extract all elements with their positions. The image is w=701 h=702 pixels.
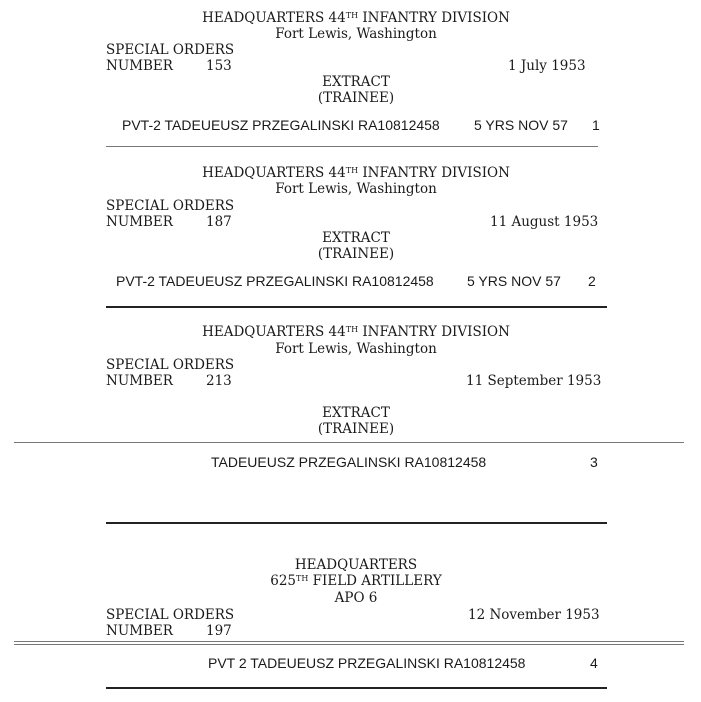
divider-3b <box>106 522 607 524</box>
divider-4b <box>14 644 684 645</box>
divider-4a <box>14 641 684 642</box>
order-1-number: 153 <box>206 58 232 74</box>
order-4-number-label: NUMBER <box>106 623 173 639</box>
order-2-extract: EXTRACT <box>322 230 390 246</box>
order-2-entry-name: PVT-2 TADEUEUSZ PRZEGALINSKI RA10812458 <box>116 273 434 289</box>
order-1-special-orders-label: SPECIAL ORDERS <box>106 42 235 58</box>
order-2-special-orders-label: SPECIAL ORDERS <box>106 198 235 214</box>
order-2-entry-term: 5 YRS NOV 57 <box>467 273 561 289</box>
order-1-entry-name: PVT-2 TADEUEUSZ PRZEGALINSKI RA10812458 <box>122 117 440 133</box>
order-2-number-label: NUMBER <box>106 214 173 230</box>
order-4-special-orders-label: SPECIAL ORDERS <box>106 607 235 623</box>
order-3-entry-name: TADEUEUSZ PRZEGALINSKI RA10812458 <box>211 454 487 470</box>
order-2-headquarters: HEADQUARTERS 44TH INFANTRY DIVISION <box>202 165 510 181</box>
order-1-entry-term: 5 YRS NOV 57 <box>474 117 568 133</box>
order-1-date: 1 July 1953 <box>508 58 586 74</box>
order-2-date: 11 August 1953 <box>490 214 599 230</box>
order-3-special-orders-label: SPECIAL ORDERS <box>106 357 235 373</box>
order-4-entry-index: 4 <box>590 655 598 671</box>
order-1-headquarters: HEADQUARTERS 44TH INFANTRY DIVISION <box>202 10 510 26</box>
order-3-extract: EXTRACT <box>322 405 390 421</box>
order-3-headquarters: HEADQUARTERS 44TH INFANTRY DIVISION <box>202 324 510 340</box>
order-4-apo: APO 6 <box>334 590 378 606</box>
order-4-date: 12 November 1953 <box>468 607 600 623</box>
order-1-location: Fort Lewis, Washington <box>275 26 437 42</box>
order-3-number-label: NUMBER <box>106 373 173 389</box>
order-3-trainee: (TRAINEE) <box>317 421 395 437</box>
order-1-extract: EXTRACT <box>322 74 390 90</box>
divider-3a <box>14 442 684 443</box>
order-4-headquarters: HEADQUARTERS <box>294 557 418 573</box>
order-1-trainee: (TRAINEE) <box>317 90 395 106</box>
order-1-entry-index: 1 <box>592 117 600 133</box>
order-4-unit: 625TH FIELD ARTILLERY <box>270 573 442 589</box>
divider-4c <box>106 687 607 689</box>
order-3-entry-index: 3 <box>590 454 598 470</box>
order-1-number-label: NUMBER <box>106 58 173 74</box>
order-2-entry-index: 2 <box>588 273 596 289</box>
order-3-number: 213 <box>206 373 232 389</box>
order-3-date: 11 September 1953 <box>466 373 602 389</box>
order-2-location: Fort Lewis, Washington <box>275 181 437 197</box>
order-2-trainee: (TRAINEE) <box>317 246 395 262</box>
order-2-number: 187 <box>206 214 232 230</box>
divider-2 <box>106 306 607 308</box>
order-4-number: 197 <box>206 623 232 639</box>
order-4-entry-name: PVT 2 TADEUEUSZ PRZEGALINSKI RA10812458 <box>208 655 526 671</box>
divider-1 <box>106 146 598 147</box>
order-3-location: Fort Lewis, Washington <box>275 341 437 357</box>
